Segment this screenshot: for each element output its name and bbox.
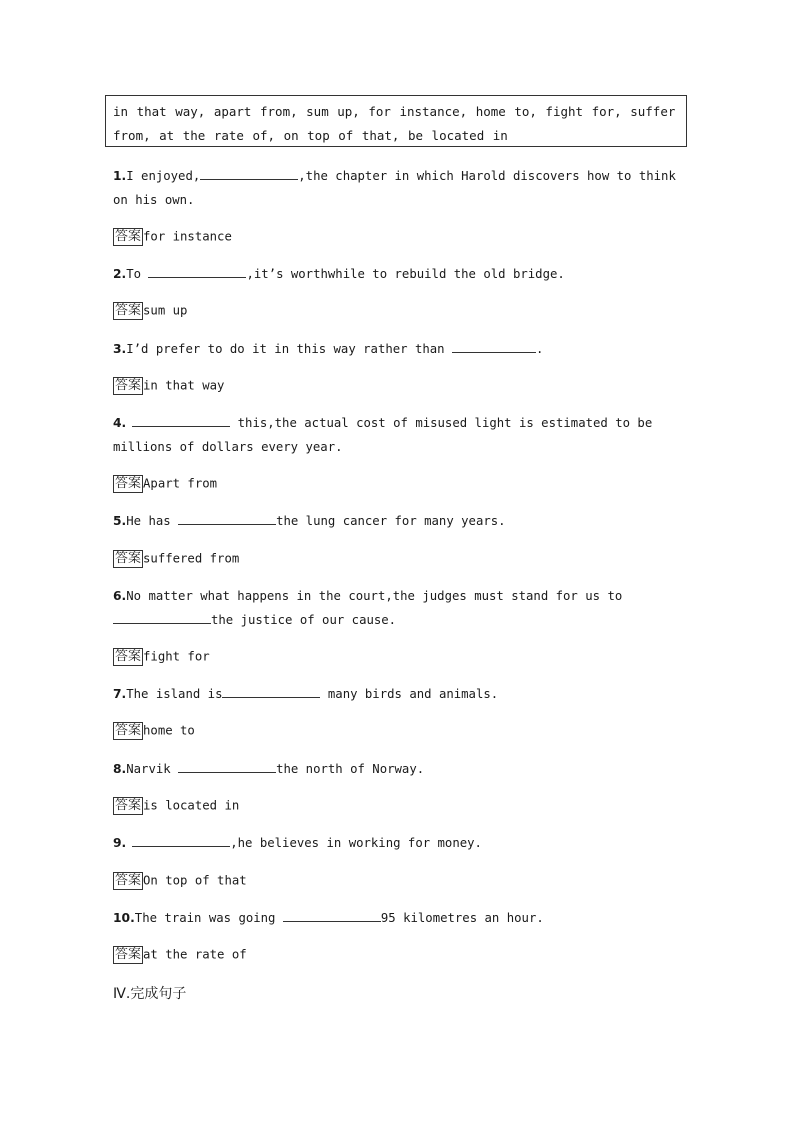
question-1 — [113, 164, 689, 212]
question-text-before: I’d prefer to do it in this way rather than — [126, 342, 452, 356]
section-heading: Ⅳ.完成句子 — [113, 986, 187, 1002]
answer-text: On top of that — [143, 873, 247, 888]
answer-blank — [222, 685, 320, 698]
word-bank-box — [105, 95, 687, 147]
question-2 — [113, 262, 689, 286]
answer-text: is located in — [143, 798, 240, 813]
question-number: 1. — [113, 169, 127, 183]
question-number: 6. — [113, 589, 127, 603]
answer-blank — [178, 760, 276, 773]
question-text-after: the justice of our cause. — [211, 613, 397, 627]
question-text-before: To — [126, 267, 149, 281]
answer-9 — [113, 871, 247, 890]
answer-6 — [113, 647, 210, 666]
question-text-before: The island is — [126, 687, 223, 701]
word-bank-text: in that way, apart from, sum up, for instance, home to, fight for, suffer from, at the rate of, on top of that, be located in — [113, 104, 676, 143]
question-4 — [113, 411, 689, 459]
question-text-after: . — [535, 342, 544, 356]
answer-tag: 答案 — [115, 377, 142, 393]
answer-blank — [132, 834, 230, 847]
question-5 — [113, 509, 689, 533]
answer-text: sum up — [143, 303, 188, 318]
question-text-after: ,he believes in working for money. — [230, 836, 482, 850]
answer-blank — [178, 512, 276, 525]
answer-text: for instance — [143, 229, 232, 244]
answer-tag: 答案 — [115, 475, 142, 491]
answer-text: Apart from — [143, 476, 218, 491]
question-number: 2. — [113, 267, 127, 281]
answer-tag: 答案 — [115, 946, 142, 962]
answer-blank — [113, 611, 211, 624]
question-number: 8. — [113, 762, 127, 776]
answer-text: suffered from — [143, 551, 240, 566]
answer-tag: 答案 — [115, 550, 142, 566]
question-number: 7. — [113, 687, 127, 701]
answer-text: fight for — [143, 649, 210, 664]
answer-tag: 答案 — [115, 228, 142, 244]
answer-1 — [113, 227, 232, 246]
answer-10 — [113, 945, 247, 964]
answer-7 — [113, 721, 195, 740]
answer-2 — [113, 301, 187, 320]
answer-tag: 答案 — [115, 872, 142, 888]
question-text-before: No matter what happens in the court,the judges must stand for us to — [126, 589, 623, 603]
question-text-before: He has — [126, 514, 179, 528]
answer-blank — [452, 340, 536, 353]
answer-text: home to — [143, 723, 195, 738]
answer-5 — [113, 549, 239, 568]
answer-3 — [113, 376, 224, 395]
question-number: 9. — [113, 836, 127, 850]
answer-blank — [148, 265, 246, 278]
question-text-after: the north of Norway. — [276, 762, 425, 776]
answer-tag: 答案 — [115, 797, 142, 813]
question-text-after: ,the chapter in which Harold discovers how to think on his own. — [113, 169, 676, 207]
question-number: 10. — [113, 911, 135, 925]
question-text-before: The train was going — [134, 911, 283, 925]
question-text-before: Narvik — [126, 762, 179, 776]
answer-text: in that way — [143, 378, 225, 393]
question-3 — [113, 337, 689, 361]
answer-tag: 答案 — [115, 722, 142, 738]
question-8 — [113, 757, 689, 781]
question-text-after: ,it’s worthwhile to rebuild the old bridge. — [246, 267, 565, 281]
answer-tag: 答案 — [115, 302, 142, 318]
question-number: 4. — [113, 416, 127, 430]
answer-8 — [113, 796, 239, 815]
answer-text: at the rate of — [143, 947, 247, 962]
question-number: 3. — [113, 342, 127, 356]
question-number: 5. — [113, 514, 127, 528]
question-text-after: this,the actual cost of misused light is estimated to be millions of dollars every year. — [113, 416, 653, 454]
question-9 — [113, 831, 689, 855]
answer-blank — [132, 414, 230, 427]
question-text-after: 95 kilometres an hour. — [380, 911, 544, 925]
question-text-before: I enjoyed, — [126, 169, 201, 183]
answer-4 — [113, 474, 217, 493]
question-text-after: many birds and animals. — [320, 687, 499, 701]
answer-blank — [283, 909, 381, 922]
answer-blank — [200, 167, 298, 180]
question-text-after: the lung cancer for many years. — [276, 514, 506, 528]
answer-tag: 答案 — [115, 648, 142, 664]
question-6 — [113, 584, 689, 632]
question-7 — [113, 682, 689, 706]
question-10 — [113, 906, 689, 930]
